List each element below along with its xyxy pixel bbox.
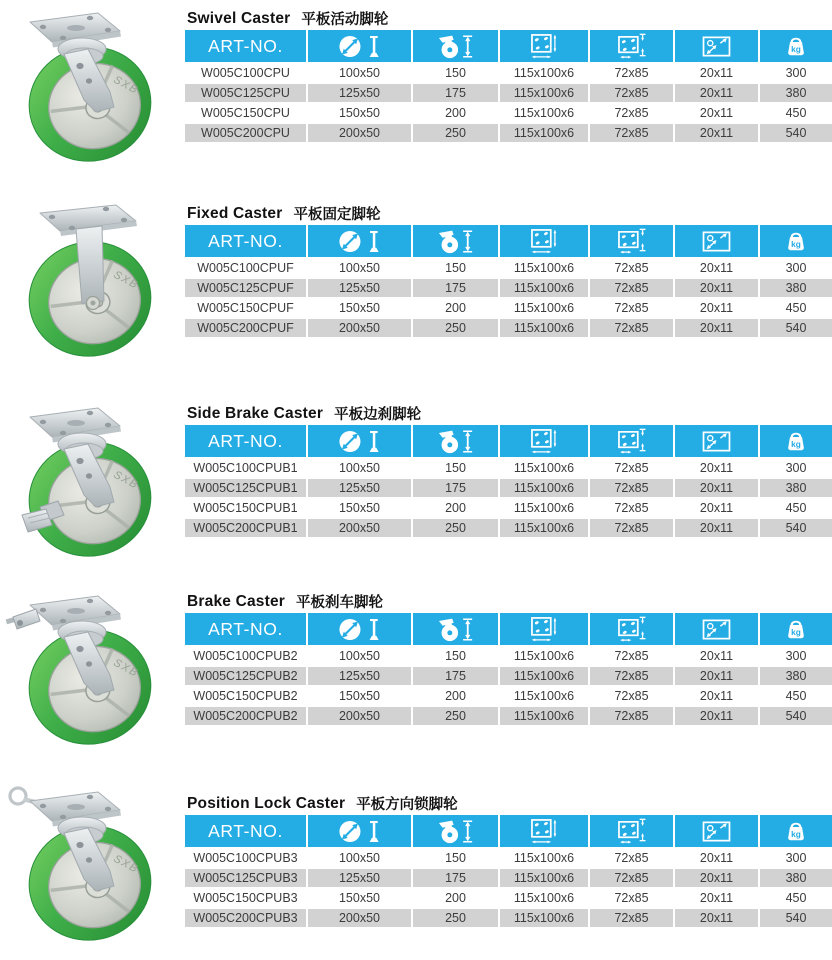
cell-plate-size: 115x100x6 [500,104,588,123]
cell-hole-size: 20x11 [675,84,758,103]
mounting-height-icon [437,429,475,454]
cell-load: 300 [760,259,832,278]
caster-photo-brake [0,591,178,751]
col-header-load [760,225,832,257]
cell-height: 175 [413,667,498,686]
caster-photo-side-brake [0,403,178,563]
cell-art-no: W005C150CPUF [185,299,306,318]
col-header-load [760,815,832,847]
cell-plate-size: 115x100x6 [500,459,588,478]
cell-plate-size: 115x100x6 [500,909,588,928]
bolt-hole-spacing-icon [617,616,646,643]
col-header-mounting-height [413,815,498,847]
cell-art-no: W005C150CPUB2 [185,687,306,706]
cell-hole-spacing: 72x85 [590,459,673,478]
cell-load: 450 [760,687,832,706]
cell-height: 200 [413,687,498,706]
cell-load: 450 [760,299,832,318]
col-header-load [760,613,832,645]
top-plate-size-icon [530,228,559,255]
col-header-mounting-height [413,613,498,645]
bolt-hole-size-icon [701,819,732,844]
cell-height: 250 [413,909,498,928]
section-title [185,785,832,815]
cell-hole-spacing: 72x85 [590,687,673,706]
cell-hole-spacing: 72x85 [590,279,673,298]
section-title-zh: 平板方向锁脚轮 [356,796,458,813]
col-header-plate-size [500,425,588,457]
col-header-plate-size [500,613,588,645]
cell-art-no: W005C150CPU [185,104,306,123]
cell-height: 200 [413,499,498,518]
wheel-diameter-width-icon [338,34,382,59]
section-title-en: Fixed Caster [187,204,283,222]
cell-wheel-size: 125x50 [308,479,411,498]
col-header-hole-spacing [590,30,673,62]
col-header-hole-size [675,225,758,257]
load-capacity-icon [784,819,808,843]
svg-text:kg: kg [791,829,801,839]
col-header-hole-size [675,613,758,645]
cell-wheel-size: 125x50 [308,869,411,888]
cell-height: 150 [413,64,498,83]
cell-wheel-size: 125x50 [308,667,411,686]
wheel-diameter-width-icon [338,429,382,454]
bolt-hole-size-icon [701,229,732,254]
top-plate-size-icon [530,428,559,455]
cell-load: 380 [760,479,832,498]
spec-table [185,30,832,142]
svg-text:kg: kg [791,627,801,637]
spec-table [185,425,832,537]
load-capacity-icon [784,617,808,641]
top-plate-size-icon [530,33,559,60]
cell-load: 540 [760,319,832,338]
section-brake-caster [0,583,832,758]
cell-wheel-size: 200x50 [308,319,411,338]
cell-plate-size: 115x100x6 [500,259,588,278]
section-title-zh: 平板刹车脚轮 [296,594,384,611]
cell-load: 380 [760,869,832,888]
col-header-plate-size [500,815,588,847]
cell-height: 150 [413,259,498,278]
section-swivel-caster [0,0,832,175]
cell-hole-spacing: 72x85 [590,84,673,103]
cell-height: 250 [413,124,498,143]
cell-art-no: W005C125CPUF [185,279,306,298]
cell-hole-size: 20x11 [675,259,758,278]
cell-art-no: W005C150CPUB3 [185,889,306,908]
mounting-height-icon [437,617,475,642]
mounting-height-icon [437,819,475,844]
col-header-hole-size [675,425,758,457]
cell-wheel-size: 100x50 [308,459,411,478]
cell-hole-spacing: 72x85 [590,499,673,518]
bolt-hole-size-icon [701,429,732,454]
cell-height: 150 [413,647,498,666]
cell-hole-size: 20x11 [675,299,758,318]
cell-art-no: W005C100CPUB2 [185,647,306,666]
cell-hole-spacing: 72x85 [590,519,673,538]
section-title-en: Position Lock Caster [187,794,346,812]
cell-hole-spacing: 72x85 [590,889,673,908]
section-title-zh: 平板固定脚轮 [293,206,381,223]
section-title-en: Brake Caster [187,592,286,610]
col-header-mounting-height [413,30,498,62]
cell-art-no: W005C200CPUB1 [185,519,306,538]
caster-photo-fixed [0,203,178,363]
cell-art-no: W005C200CPU [185,124,306,143]
col-header-art-no: ART-NO. [185,815,306,847]
cell-wheel-size: 150x50 [308,299,411,318]
col-header-art-no: ART-NO. [185,30,306,62]
cell-wheel-size: 125x50 [308,279,411,298]
load-capacity-icon [784,34,808,58]
load-capacity-icon [784,429,808,453]
cell-height: 200 [413,299,498,318]
cell-plate-size: 115x100x6 [500,889,588,908]
cell-hole-spacing: 72x85 [590,849,673,868]
cell-hole-spacing: 72x85 [590,299,673,318]
cell-art-no: W005C200CPUB2 [185,707,306,726]
cell-plate-size: 115x100x6 [500,647,588,666]
col-header-mounting-height [413,425,498,457]
col-header-hole-spacing [590,225,673,257]
cell-plate-size: 115x100x6 [500,667,588,686]
cell-plate-size: 115x100x6 [500,319,588,338]
cell-height: 150 [413,459,498,478]
bolt-hole-spacing-icon [617,228,646,255]
cell-art-no: W005C100CPUB3 [185,849,306,868]
cell-hole-size: 20x11 [675,687,758,706]
cell-plate-size: 115x100x6 [500,84,588,103]
cell-height: 175 [413,869,498,888]
cell-art-no: W005C100CPUF [185,259,306,278]
cell-hole-spacing: 72x85 [590,124,673,143]
cell-load: 540 [760,519,832,538]
col-header-mounting-height [413,225,498,257]
cell-load: 300 [760,849,832,868]
col-header-load [760,425,832,457]
cell-height: 200 [413,104,498,123]
col-header-art-no: ART-NO. [185,225,306,257]
cell-art-no: W005C100CPU [185,64,306,83]
cell-load: 540 [760,909,832,928]
cell-wheel-size: 150x50 [308,104,411,123]
caster-photo-position-lock [0,781,178,941]
cell-height: 150 [413,849,498,868]
cell-art-no: W005C125CPUB3 [185,869,306,888]
section-title-en: Side Brake Caster [187,404,324,422]
wheel-diameter-width-icon [338,229,382,254]
cell-load: 300 [760,647,832,666]
col-header-hole-size [675,815,758,847]
cell-plate-size: 115x100x6 [500,707,588,726]
section-title-zh: 平板边刹脚轮 [334,406,422,423]
cell-hole-spacing: 72x85 [590,64,673,83]
col-header-hole-spacing [590,815,673,847]
cell-hole-size: 20x11 [675,889,758,908]
wheel-diameter-width-icon [338,617,382,642]
cell-art-no: W005C100CPUB1 [185,459,306,478]
cell-hole-size: 20x11 [675,479,758,498]
cell-height: 250 [413,519,498,538]
col-header-wheel-size [308,815,411,847]
cell-wheel-size: 100x50 [308,259,411,278]
cell-wheel-size: 150x50 [308,499,411,518]
section-title [185,195,832,225]
spec-table [185,613,832,725]
cell-art-no: W005C125CPUB2 [185,667,306,686]
svg-text:kg: kg [791,439,801,449]
section-title [185,0,832,30]
col-header-art-no: ART-NO. [185,613,306,645]
svg-text:kg: kg [791,239,801,249]
col-header-wheel-size [308,225,411,257]
cell-plate-size: 115x100x6 [500,499,588,518]
cell-hole-size: 20x11 [675,707,758,726]
cell-wheel-size: 100x50 [308,64,411,83]
cell-plate-size: 115x100x6 [500,687,588,706]
bolt-hole-spacing-icon [617,33,646,60]
mounting-height-icon [437,34,475,59]
cell-hole-size: 20x11 [675,279,758,298]
cell-height: 200 [413,889,498,908]
cell-hole-size: 20x11 [675,499,758,518]
cell-hole-spacing: 72x85 [590,909,673,928]
cell-art-no: W005C150CPUB1 [185,499,306,518]
cell-wheel-size: 100x50 [308,647,411,666]
wheel-diameter-width-icon [338,819,382,844]
cell-load: 380 [760,667,832,686]
col-header-wheel-size [308,425,411,457]
cell-hole-spacing: 72x85 [590,479,673,498]
section-position-lock-caster [0,785,832,960]
col-header-load [760,30,832,62]
cell-hole-size: 20x11 [675,64,758,83]
cell-height: 250 [413,707,498,726]
load-capacity-icon [784,229,808,253]
cell-hole-spacing: 72x85 [590,259,673,278]
col-header-hole-spacing [590,425,673,457]
cell-wheel-size: 100x50 [308,849,411,868]
section-side-brake-caster [0,395,832,570]
cell-load: 540 [760,707,832,726]
col-header-plate-size [500,30,588,62]
cell-plate-size: 115x100x6 [500,479,588,498]
cell-plate-size: 115x100x6 [500,299,588,318]
cell-load: 300 [760,459,832,478]
cell-art-no: W005C200CPUB3 [185,909,306,928]
top-brake-lever [6,609,40,629]
cell-load: 450 [760,104,832,123]
cell-wheel-size: 200x50 [308,909,411,928]
cell-load: 540 [760,124,832,143]
cell-plate-size: 115x100x6 [500,64,588,83]
cell-wheel-size: 200x50 [308,519,411,538]
cell-hole-size: 20x11 [675,667,758,686]
cell-hole-spacing: 72x85 [590,707,673,726]
cell-plate-size: 115x100x6 [500,869,588,888]
cell-wheel-size: 200x50 [308,707,411,726]
cell-height: 175 [413,479,498,498]
cell-hole-size: 20x11 [675,124,758,143]
cell-hole-size: 20x11 [675,869,758,888]
cell-hole-spacing: 72x85 [590,869,673,888]
cell-load: 380 [760,84,832,103]
cell-load: 380 [760,279,832,298]
cell-height: 250 [413,319,498,338]
cell-wheel-size: 150x50 [308,889,411,908]
spec-table [185,225,832,337]
spec-table [185,815,832,927]
cell-hole-spacing: 72x85 [590,667,673,686]
cell-plate-size: 115x100x6 [500,124,588,143]
top-plate-size-icon [530,818,559,845]
mounting-height-icon [437,229,475,254]
section-title [185,395,832,425]
caster-photo-swivel [0,8,178,168]
cell-wheel-size: 125x50 [308,84,411,103]
cell-hole-size: 20x11 [675,647,758,666]
cell-hole-size: 20x11 [675,519,758,538]
cell-art-no: W005C125CPUB1 [185,479,306,498]
cell-hole-size: 20x11 [675,104,758,123]
cell-hole-spacing: 72x85 [590,104,673,123]
cell-hole-size: 20x11 [675,909,758,928]
col-header-hole-spacing [590,613,673,645]
col-header-art-no: ART-NO. [185,425,306,457]
cell-load: 450 [760,499,832,518]
bolt-hole-size-icon [701,34,732,59]
svg-text:kg: kg [791,44,801,54]
cell-height: 175 [413,84,498,103]
cell-hole-size: 20x11 [675,849,758,868]
bolt-hole-spacing-icon [617,428,646,455]
section-fixed-caster [0,195,832,370]
cell-plate-size: 115x100x6 [500,519,588,538]
section-title-en: Swivel Caster [187,9,291,27]
cell-art-no: W005C125CPU [185,84,306,103]
cell-hole-size: 20x11 [675,459,758,478]
cell-wheel-size: 150x50 [308,687,411,706]
col-header-wheel-size [308,30,411,62]
bolt-hole-size-icon [701,617,732,642]
cell-plate-size: 115x100x6 [500,849,588,868]
section-title-zh: 平板活动脚轮 [301,11,389,28]
top-plate-size-icon [530,616,559,643]
col-header-hole-size [675,30,758,62]
cell-height: 175 [413,279,498,298]
cell-hole-spacing: 72x85 [590,647,673,666]
cell-art-no: W005C200CPUF [185,319,306,338]
cell-load: 450 [760,889,832,908]
cell-hole-spacing: 72x85 [590,319,673,338]
col-header-wheel-size [308,613,411,645]
col-header-plate-size [500,225,588,257]
cell-load: 300 [760,64,832,83]
section-title [185,583,832,613]
cell-hole-size: 20x11 [675,319,758,338]
cell-plate-size: 115x100x6 [500,279,588,298]
bolt-hole-spacing-icon [617,818,646,845]
cell-wheel-size: 200x50 [308,124,411,143]
